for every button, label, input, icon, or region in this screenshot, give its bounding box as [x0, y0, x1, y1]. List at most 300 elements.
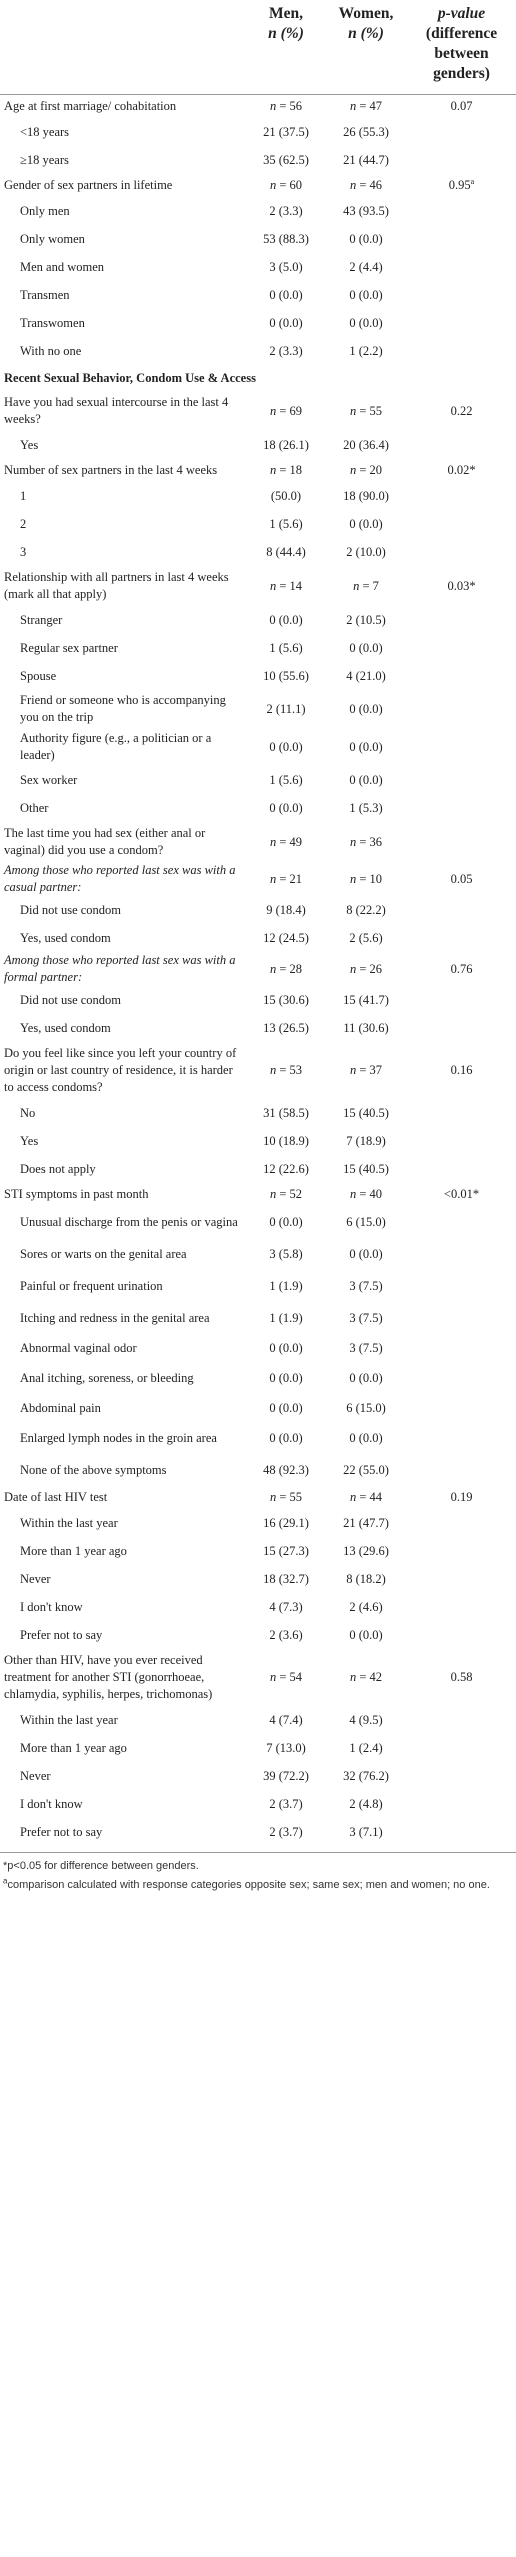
table-row [0, 118, 516, 146]
question-row [0, 1649, 516, 1706]
cell-men: 2 (3.7) [269, 1824, 303, 1839]
cell-men: 53 (88.3) [263, 231, 309, 246]
cell-men: 10 (55.6) [263, 668, 309, 683]
cell-women: 15 (40.5) [343, 1105, 389, 1120]
cell-pvalue [407, 986, 516, 1014]
cell-women: n = 47 [349, 99, 383, 113]
row-label: Friend or someone who is accompanying you on the trip [20, 693, 226, 724]
cell-women: n = 10 [349, 871, 383, 886]
table-row [0, 1454, 516, 1486]
cell-pvalue [407, 391, 516, 431]
table-row [0, 281, 516, 309]
cell-women: 8 (22.2) [346, 902, 386, 917]
cell-men: 3 (5.8) [269, 1246, 303, 1261]
table-row [0, 1790, 516, 1818]
cell-women: 8 (18.2) [346, 1571, 386, 1586]
cell-pvalue [407, 1270, 516, 1302]
cell-men: n = 18 [269, 463, 303, 477]
cell-men: n = 56 [269, 99, 303, 113]
row-label: <18 years [20, 124, 70, 139]
cell-pvalue [407, 1621, 516, 1649]
row-label: Prefer not to say [20, 1627, 103, 1642]
table-header-row [0, 0, 516, 95]
cell-pvalue [407, 309, 516, 337]
cell-women: 3 (7.5) [349, 1278, 383, 1293]
section-title: Recent Sexual Behavior, Condom Use & Access [4, 370, 256, 385]
cell-pvalue [407, 95, 516, 119]
section-header-row [0, 365, 516, 391]
row-label: Does not apply [20, 1161, 96, 1176]
row-label: Within the last year [20, 1712, 118, 1727]
cell-men: 0 (0.0) [269, 315, 303, 330]
table-row [0, 896, 516, 924]
cell-men: 0 (0.0) [269, 612, 303, 627]
row-label: Gender of sex partners in lifetime [4, 178, 173, 192]
row-label: STI symptoms in past month [4, 1187, 149, 1201]
pvalue-text: 0.05 [450, 871, 473, 886]
cell-women: 0 (0.0) [349, 315, 383, 330]
question-row [0, 174, 516, 197]
cell-men: 39 (72.2) [263, 1768, 309, 1783]
cell-women: 2 (10.5) [346, 612, 386, 627]
cell-women: 0 (0.0) [349, 287, 383, 302]
pvalue-superscript: a [470, 176, 475, 186]
cell-men: 18 (26.1) [263, 437, 309, 452]
cell-women: 22 (55.0) [343, 1462, 389, 1477]
table-row [0, 1099, 516, 1127]
row-label: Transmen [20, 287, 70, 302]
cell-men: 2 (3.3) [269, 203, 303, 218]
cell-men: n = 28 [269, 961, 303, 976]
cell-men: (50.0) [270, 488, 302, 503]
cell-pvalue [407, 1238, 516, 1270]
cell-pvalue [407, 1537, 516, 1565]
cell-men: n = 69 [269, 403, 303, 418]
table-row [0, 1206, 516, 1238]
pvalue-text: 0.07 [450, 99, 473, 113]
cell-pvalue [407, 1334, 516, 1362]
cell-women: 15 (41.7) [343, 992, 389, 1007]
row-label: With no one [20, 343, 82, 358]
table-row [0, 309, 516, 337]
table-row [0, 1537, 516, 1565]
cell-pvalue [407, 690, 516, 728]
cell-pvalue [407, 1014, 516, 1042]
cell-pvalue [407, 118, 516, 146]
table-row [0, 924, 516, 952]
cell-pvalue [407, 1422, 516, 1454]
header-women-n: n (%) [348, 25, 384, 42]
cell-women: 0 (0.0) [349, 640, 383, 655]
cell-pvalue [407, 1762, 516, 1790]
cell-women: n = 42 [349, 1670, 383, 1684]
pvalue-text: 0.58 [450, 1670, 473, 1684]
cell-men: 2 (11.1) [266, 701, 306, 716]
cell-pvalue [407, 337, 516, 365]
row-label: Yes [20, 1133, 39, 1148]
cell-pvalue [407, 634, 516, 662]
cell-men: 15 (30.6) [263, 992, 309, 1007]
cell-pvalue [407, 174, 516, 197]
header-blank [0, 0, 247, 95]
cell-pvalue [407, 952, 516, 986]
row-label: Other than HIV, have you ever received treatment for another STI (gonorrhoeae, chlamydia, syphilis, herpes, trichomonas) [4, 1653, 213, 1701]
row-label: Number of sex partners in the last 4 weeks [4, 463, 218, 477]
row-label: Stranger [20, 612, 63, 627]
row-label: Unusual discharge from the penis or vagina [20, 1214, 238, 1229]
cell-women: 2 (10.0) [346, 544, 386, 559]
row-label: Yes [20, 437, 39, 452]
row-label: Transwomen [20, 315, 85, 330]
cell-pvalue [407, 662, 516, 690]
cell-men: 16 (29.1) [263, 1515, 309, 1530]
row-label: Did not use condom [20, 902, 122, 917]
cell-women: 6 (15.0) [346, 1400, 386, 1415]
row-label: Sores or warts on the genital area [20, 1246, 187, 1261]
row-label: More than 1 year ago [20, 1543, 127, 1558]
header-women-label: Women, [338, 5, 394, 22]
cell-pvalue [407, 459, 516, 482]
cell-men: 48 (92.3) [263, 1462, 309, 1477]
cell-men: n = 60 [269, 178, 303, 192]
row-label: Yes, used condom [20, 930, 111, 945]
table-row [0, 1593, 516, 1621]
header-pvalue-label: p-value [437, 5, 486, 22]
row-label: Have you had sexual intercourse in the last 4 weeks? [4, 395, 229, 426]
table-row [0, 728, 516, 766]
cell-women: 3 (7.5) [349, 1310, 383, 1325]
cell-women: 26 (55.3) [343, 124, 389, 139]
cell-women: n = 44 [349, 1490, 383, 1504]
table-row [0, 1155, 516, 1183]
cell-pvalue [407, 482, 516, 510]
row-label: Yes, used condom [20, 1020, 111, 1035]
table-row [0, 1014, 516, 1042]
table-row [0, 1818, 516, 1846]
table-body [0, 95, 516, 1847]
footnote-significance: *p<0.05 for difference between genders. [3, 1860, 199, 1872]
cell-women: 2 (4.4) [349, 259, 383, 274]
cell-women: 15 (40.5) [343, 1161, 389, 1176]
table-row [0, 225, 516, 253]
table-row [0, 1734, 516, 1762]
cell-pvalue [407, 1183, 516, 1206]
question-row [0, 862, 516, 896]
cell-pvalue [407, 1593, 516, 1621]
cell-men: n = 52 [269, 1187, 303, 1201]
cell-women: n = 20 [349, 463, 383, 477]
header-men-label: Men, [268, 5, 303, 22]
row-label: More than 1 year ago [20, 1740, 127, 1755]
question-row [0, 459, 516, 482]
cell-pvalue [407, 1565, 516, 1593]
table-row [0, 766, 516, 794]
cell-men: 12 (24.5) [263, 930, 309, 945]
question-row [0, 391, 516, 431]
cell-pvalue [407, 606, 516, 634]
cell-pvalue [407, 924, 516, 952]
table-row [0, 1302, 516, 1334]
cell-pvalue [407, 1394, 516, 1422]
table-row [0, 1509, 516, 1537]
cell-pvalue [407, 822, 516, 862]
cell-pvalue [407, 1734, 516, 1762]
footnote-a-text: comparison calculated with response categories opposite sex; same sex; men and women; no one. [7, 1879, 490, 1891]
row-label: Age at first marriage/ cohabitation [4, 99, 177, 113]
cell-men: 1 (5.6) [269, 640, 303, 655]
cell-women: 6 (15.0) [346, 1214, 386, 1229]
cell-pvalue [407, 728, 516, 766]
cell-women: 32 (76.2) [343, 1768, 389, 1783]
cell-men: 0 (0.0) [269, 1214, 303, 1229]
row-label: I don't know [20, 1599, 83, 1614]
cell-women: 1 (2.4) [349, 1740, 383, 1755]
cell-women: 2 (4.6) [349, 1599, 383, 1614]
pvalue-text: 0.22 [450, 403, 473, 418]
cell-pvalue [407, 1099, 516, 1127]
row-label: Abnormal vaginal odor [20, 1340, 137, 1355]
row-label: Authority figure (e.g., a politician or a leader) [20, 731, 212, 762]
cell-women: 21 (47.7) [343, 1515, 389, 1530]
cell-men: 4 (7.3) [269, 1599, 303, 1614]
row-label: I don't know [20, 1796, 83, 1811]
table-row [0, 1127, 516, 1155]
row-label: 2 [20, 516, 27, 531]
cell-pvalue [407, 146, 516, 174]
cell-pvalue [407, 1206, 516, 1238]
pvalue-text: 0.76 [450, 961, 473, 976]
cell-pvalue [407, 1127, 516, 1155]
cell-pvalue [407, 225, 516, 253]
table-row [0, 197, 516, 225]
cell-women: 3 (7.5) [349, 1340, 383, 1355]
table-row [0, 794, 516, 822]
cell-pvalue [407, 197, 516, 225]
cell-women: 4 (21.0) [346, 668, 386, 683]
cell-pvalue [407, 1706, 516, 1734]
row-label: 3 [20, 544, 27, 559]
row-label: Do you feel like since you left your country of origin or last country of residence, it is harder to access condoms? [4, 1046, 237, 1094]
cell-men: 0 (0.0) [269, 739, 303, 754]
row-label: Itching and redness in the genital area [20, 1310, 210, 1325]
cell-pvalue [407, 896, 516, 924]
question-row [0, 822, 516, 862]
cell-men: 35 (62.5) [263, 152, 309, 167]
cell-pvalue [407, 794, 516, 822]
row-label: 1 [20, 488, 27, 503]
footnotes [0, 1852, 516, 1893]
pvalue-text: 0.95 [448, 178, 471, 192]
row-label: Painful or frequent urination [20, 1278, 163, 1293]
cell-women: 0 (0.0) [349, 739, 383, 754]
table-row [0, 1422, 516, 1454]
cell-women: 20 (36.4) [343, 437, 389, 452]
question-row [0, 95, 516, 119]
table-row [0, 1394, 516, 1422]
table-row [0, 337, 516, 365]
table-row [0, 1334, 516, 1362]
question-row [0, 1042, 516, 1099]
cell-men: 3 (5.0) [269, 259, 303, 274]
cell-women: 0 (0.0) [349, 516, 383, 531]
cell-men: 0 (0.0) [269, 1340, 303, 1355]
cell-women: 4 (9.5) [349, 1712, 383, 1727]
row-label: Date of last HIV test [4, 1490, 108, 1504]
cell-pvalue [407, 1509, 516, 1537]
cell-women: 0 (0.0) [349, 1370, 383, 1385]
cell-pvalue [407, 1042, 516, 1099]
cell-men: 10 (18.9) [263, 1133, 309, 1148]
cell-men: 1 (1.9) [269, 1310, 303, 1325]
row-label: Did not use condom [20, 992, 122, 1007]
cell-pvalue [407, 1790, 516, 1818]
cell-women: 2 (5.6) [349, 930, 383, 945]
cell-pvalue [407, 1649, 516, 1706]
cell-women: 1 (2.2) [349, 343, 383, 358]
cell-men: 21 (37.5) [263, 124, 309, 139]
cell-women: 0 (0.0) [349, 1246, 383, 1261]
footnote-a [3, 1878, 513, 1893]
table-row [0, 662, 516, 690]
pvalue-text: 0.02* [447, 463, 476, 477]
cell-men: 7 (13.0) [266, 1740, 306, 1755]
row-label: Never [20, 1571, 51, 1586]
cell-women: 2 (4.8) [349, 1796, 383, 1811]
cell-pvalue [407, 862, 516, 896]
cell-pvalue [407, 766, 516, 794]
row-label: Only women [20, 231, 85, 246]
table-row [0, 986, 516, 1014]
cell-women: 43 (93.5) [343, 203, 389, 218]
cell-men: n = 14 [269, 578, 303, 593]
cell-men: 1 (5.6) [269, 772, 303, 787]
cell-women: 0 (0.0) [349, 231, 383, 246]
table-row [0, 1706, 516, 1734]
cell-women: 0 (0.0) [349, 701, 383, 716]
question-row [0, 566, 516, 606]
cell-pvalue [407, 566, 516, 606]
cell-women: n = 40 [349, 1187, 383, 1201]
cell-women: n = 55 [349, 403, 383, 418]
row-label: Among those who reported last sex was with a casual partner: [4, 863, 236, 894]
pvalue-text: 0.03* [447, 578, 476, 593]
cell-men: 1 (1.9) [269, 1278, 303, 1293]
row-label: Prefer not to say [20, 1824, 103, 1839]
table-row [0, 634, 516, 662]
table-row [0, 1565, 516, 1593]
table-row [0, 690, 516, 728]
row-label: None of the above symptoms [20, 1462, 167, 1477]
cell-men: 2 (3.7) [269, 1796, 303, 1811]
cell-women: 3 (7.1) [349, 1824, 383, 1839]
cell-pvalue [407, 253, 516, 281]
cell-men: 9 (18.4) [266, 902, 306, 917]
cell-men: 12 (22.6) [263, 1161, 309, 1176]
cell-pvalue [407, 1454, 516, 1486]
cell-men: 18 (32.7) [263, 1571, 309, 1586]
cell-men: 0 (0.0) [269, 800, 303, 815]
cell-women: n = 36 [349, 834, 383, 849]
cell-men: 2 (3.3) [269, 343, 303, 358]
cell-men: 13 (26.5) [263, 1020, 309, 1035]
table-row [0, 606, 516, 634]
cell-women: 13 (29.6) [343, 1543, 389, 1558]
header-pvalue [407, 0, 516, 95]
row-label: Only men [20, 203, 70, 218]
table-row [0, 1621, 516, 1649]
row-label: Regular sex partner [20, 640, 118, 655]
cell-pvalue [407, 281, 516, 309]
row-label: The last time you had sex (either anal or vaginal) did you use a condom? [4, 826, 206, 857]
cell-women: n = 26 [349, 961, 383, 976]
cell-women: 0 (0.0) [349, 1627, 383, 1642]
cell-women: n = 7 [353, 578, 379, 593]
question-row [0, 952, 516, 986]
cell-pvalue [407, 1302, 516, 1334]
row-label: ≥18 years [20, 152, 69, 167]
cell-men: n = 49 [269, 834, 303, 849]
cell-women: 21 (44.7) [343, 152, 389, 167]
header-men [247, 0, 325, 95]
cell-men: n = 53 [269, 1063, 303, 1077]
row-label: Relationship with all partners in last 4 weeks (mark all that apply) [4, 570, 229, 601]
table-row [0, 431, 516, 459]
cell-pvalue [407, 1362, 516, 1394]
cell-pvalue [407, 431, 516, 459]
table-row [0, 1362, 516, 1394]
row-label: Spouse [20, 668, 57, 683]
cell-men: 0 (0.0) [269, 1370, 303, 1385]
cell-women: 0 (0.0) [349, 772, 383, 787]
pvalue-text: 0.19 [450, 1490, 473, 1504]
cell-women: 18 (90.0) [343, 488, 389, 503]
pvalue-text: <0.01* [443, 1187, 480, 1201]
header-women [325, 0, 407, 95]
cell-men: 2 (3.6) [269, 1627, 303, 1642]
cell-women: 0 (0.0) [349, 1430, 383, 1445]
cell-men: 8 (44.4) [266, 544, 306, 559]
cell-men: 0 (0.0) [269, 1400, 303, 1415]
header-pvalue-sub: (difference between genders) [425, 25, 498, 82]
row-label: Anal itching, soreness, or bleeding [20, 1370, 194, 1385]
row-label: Among those who reported last sex was with a formal partner: [4, 953, 236, 984]
cell-women: 7 (18.9) [346, 1133, 386, 1148]
table-row [0, 510, 516, 538]
cell-pvalue [407, 1155, 516, 1183]
table-row [0, 538, 516, 566]
table-row [0, 482, 516, 510]
cell-pvalue [407, 1486, 516, 1509]
question-row [0, 1486, 516, 1509]
table-row [0, 1270, 516, 1302]
row-label: Other [20, 800, 49, 815]
header-men-n: n (%) [268, 25, 304, 42]
cell-men: 15 (27.3) [263, 1543, 309, 1558]
cell-men: n = 54 [269, 1670, 303, 1684]
pvalue-text: 0.16 [450, 1063, 473, 1077]
row-label: Abdominal pain [20, 1400, 101, 1415]
table-row [0, 1238, 516, 1270]
table-row [0, 1762, 516, 1790]
cell-pvalue [407, 538, 516, 566]
cell-men: 0 (0.0) [269, 1430, 303, 1445]
row-label: Never [20, 1768, 51, 1783]
cell-women: n = 37 [349, 1063, 383, 1077]
row-label: Enlarged lymph nodes in the groin area [20, 1430, 217, 1445]
row-label: Within the last year [20, 1515, 118, 1530]
table-row [0, 146, 516, 174]
cell-men: 1 (5.6) [269, 516, 303, 531]
